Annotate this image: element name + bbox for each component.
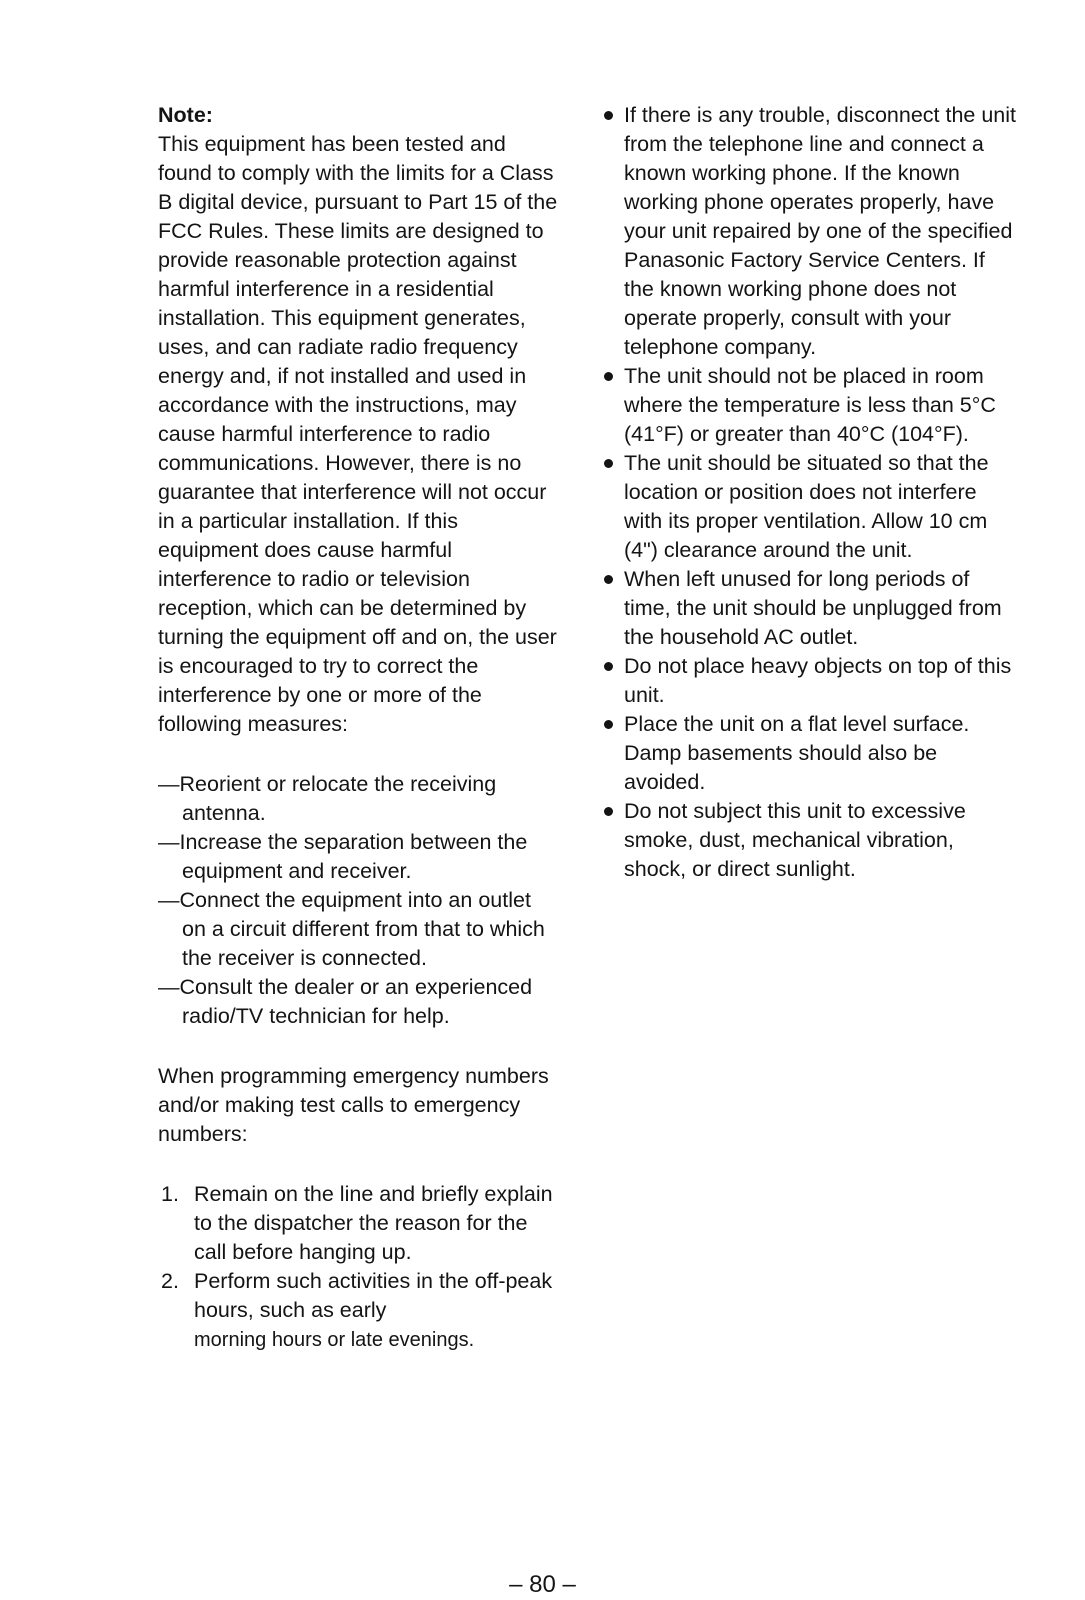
caution-item <box>600 652 1020 710</box>
right-column <box>600 101 1020 884</box>
left-column <box>158 101 558 1355</box>
bullet-icon <box>604 372 613 381</box>
step-text-continued: morning hours or late evenings. <box>194 1329 475 1351</box>
measure-item: —Increase the separation between the equipment and receiver. <box>158 830 528 883</box>
caution-text: The unit should be situated so that the location or position does not interfere with its proper ventilation. Allow 10 cm (4") clearance around the unit. <box>624 451 989 562</box>
bullet-icon <box>604 575 613 584</box>
caution-text: Do not subject this unit to excessive smoke, dust, mechanical vibration, shock, or direct sunlight. <box>624 799 966 881</box>
caution-item <box>600 449 1020 565</box>
bullet-icon <box>604 111 613 120</box>
measure-item: —Connect the equipment into an outlet on a circuit different from that to which the receiver is connected. <box>158 888 545 970</box>
measure-item: —Reorient or relocate the receiving antenna. <box>158 772 497 825</box>
caution-text: Do not place heavy objects on top of this unit. <box>624 654 1012 707</box>
caution-text: The unit should not be placed in room where the temperature is less than 5°C (41°F) or greater than 40°C (104°F). <box>624 364 996 446</box>
page-number: – 80 – <box>509 1571 576 1598</box>
step-number: 2. <box>161 1269 179 1293</box>
caution-item <box>600 797 1020 884</box>
emergency-steps-list <box>158 1180 558 1355</box>
bullet-icon <box>604 662 613 671</box>
bullet-icon <box>604 720 613 729</box>
bullet-icon <box>604 807 613 816</box>
caution-text: If there is any trouble, disconnect the unit from the telephone line and connect a known working phone. If the known working phone operates properly, have your unit repaired by one of the specified Panasonic Factory Service Centers. If the known working phone does not operate properly, consult with your telephone company. <box>624 103 1017 359</box>
emergency-intro-paragraph: When programming emergency numbers and/or making test calls to emergency numbers: <box>158 1064 549 1146</box>
emergency-step <box>158 1267 558 1355</box>
bullet-icon <box>604 459 613 468</box>
caution-text: When left unused for long periods of time, the unit should be unplugged from the household AC outlet. <box>624 567 1002 649</box>
caution-text: Place the unit on a flat level surface. Damp basements should also be avoided. <box>624 712 970 794</box>
emergency-step <box>158 1180 558 1267</box>
caution-item <box>600 710 1020 797</box>
interference-measures-list <box>158 770 558 1031</box>
step-number: 1. <box>161 1182 179 1206</box>
measure-item: —Consult the dealer or an experienced radio/TV technician for help. <box>158 975 533 1028</box>
fcc-notice-paragraph: This equipment has been tested and found to comply with the limits for a Class B digital device, pursuant to Part 15 of the FCC Rules. These limits are designed to provide reasonable protection against harmful interference in a residential installation. This equipment generates, uses, and can radiate radio frequency energy and, if not installed and used in accordance with the instructions, may cause harmful interference to radio communications. However, there is no guarantee that interference will not occur in a particular installation. If this equipment does cause harmful interference to radio or television reception, which can be determined by turning the equipment off and on, the user is encouraged to try to correct the interference by one or more of the following measures: <box>158 132 558 736</box>
note-heading: Note: <box>158 103 213 127</box>
caution-item <box>600 362 1020 449</box>
step-text: Remain on the line and briefly explain to the dispatcher the reason for the call before hanging up. <box>194 1182 553 1264</box>
caution-item <box>600 101 1020 362</box>
caution-item <box>600 565 1020 652</box>
cautions-list <box>600 101 1020 884</box>
step-text: Perform such activities in the off-peak hours, such as early <box>194 1269 553 1322</box>
